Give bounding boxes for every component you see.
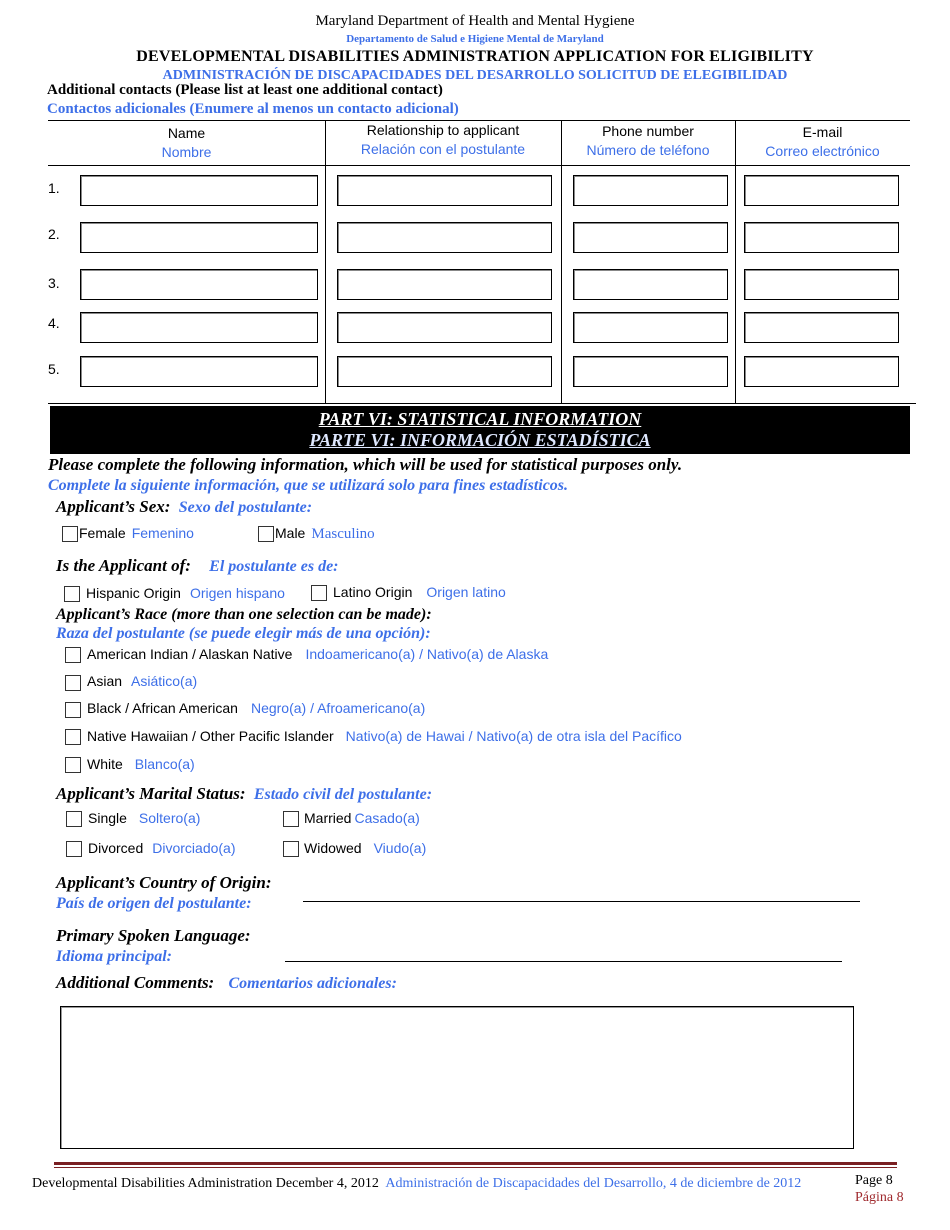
col-label-es: Relación con el postulante [360,141,526,157]
contact-5-relationship-field[interactable] [337,356,552,387]
part6-title-es: PARTE VI: INFORMACIÓN ESTADÍSTICA [309,430,651,450]
col-label: Name [167,125,206,141]
contact-4-phone-field[interactable] [573,312,728,343]
race-label-es: Raza del postulante (se puede elegir más de una opción): [56,625,431,642]
race-pacific-islander-option [87,728,682,744]
contact-2-email-field[interactable] [744,222,899,253]
widowed-checkbox[interactable] [283,841,299,857]
language-label-es: Idioma principal: [56,948,173,965]
language-input-line[interactable] [285,961,842,962]
country-label: Applicant’s Country of Origin: [56,873,272,892]
language-label: Primary Spoken Language: [56,926,251,945]
sex-label-en: Applicant’s Sex: [56,497,171,516]
comments-textarea[interactable] [60,1006,854,1149]
divorced-checkbox[interactable] [66,841,82,857]
footer-text-es: Administración de Discapacidades del Desarrollo, 4 de diciembre de 2012 [385,1176,802,1191]
table-divider [325,120,326,403]
contact-3-relationship-field[interactable] [337,269,552,300]
option-label: Married [304,810,352,826]
race-american-indian-option [87,646,548,662]
form-title-es: ADMINISTRACIÓN DE DISCAPACIDADES DEL DESARROLLO SOLICITUD DE ELEGIBILIDAD [162,68,788,83]
col-header-phone [561,122,735,160]
sex-label [56,497,312,517]
race-pacific-islander-checkbox[interactable] [65,729,81,745]
male-option [275,525,375,543]
comments-label [56,973,397,993]
part6-title: PART VI: STATISTICAL INFORMATION [318,409,642,429]
option-label-es: Soltero(a) [138,810,201,826]
race-black-checkbox[interactable] [65,702,81,718]
footer-rule [54,1162,897,1165]
option-label-es: Origen latino [426,584,506,600]
option-label-es: Casado(a) [354,810,420,826]
col-label-es: Nombre [161,144,212,160]
option-label: Native Hawaiian / Other Pacific Islander [87,728,334,744]
race-black-option [87,700,425,716]
option-label-es: Viudo(a) [373,840,427,856]
option-label: White [87,756,123,772]
col-header-email [735,123,910,161]
contact-5-name-field[interactable] [80,356,318,387]
table-bottom-rule [48,403,916,404]
option-label-es: Masculino [311,526,375,542]
option-label-es: Blanco(a) [134,756,195,772]
contacts-heading: Additional contacts (Please list at least one additional contact) [47,82,443,98]
option-label: American Indian / Alaskan Native [87,646,293,662]
option-label: Hispanic Origin [86,585,181,601]
table-divider [735,120,736,403]
married-checkbox[interactable] [283,811,299,827]
row-number: 5. [48,361,60,377]
row-number: 1. [48,180,60,196]
contact-2-relationship-field[interactable] [337,222,552,253]
origin-label-es: El postulante es de: [209,558,339,575]
table-divider [561,120,562,403]
marital-label-es: Estado civil del postulante: [253,786,433,803]
contact-1-phone-field[interactable] [573,175,728,206]
female-checkbox[interactable] [62,526,78,542]
hispanic-checkbox[interactable] [64,586,80,602]
row-number: 2. [48,226,60,242]
agency-name: Maryland Department of Health and Mental Hygiene [315,13,635,29]
page-number: Page 8 [855,1173,893,1188]
part6-intro: Please complete the following information, which will be used for statistical purposes only. [48,455,683,474]
race-white-option [87,756,195,772]
option-label: Widowed [304,840,362,856]
marital-label-en: Applicant’s Marital Status: [56,784,246,803]
single-checkbox[interactable] [66,811,82,827]
contact-1-name-field[interactable] [80,175,318,206]
form-title: DEVELOPMENTAL DISABILITIES ADMINISTRATION APPLICATION FOR ELIGIBILITY [136,48,814,65]
contact-2-name-field[interactable] [80,222,318,253]
race-white-checkbox[interactable] [65,757,81,773]
option-label: Single [88,810,127,826]
contact-4-relationship-field[interactable] [337,312,552,343]
contact-3-email-field[interactable] [744,269,899,300]
origin-label-en: Is the Applicant of: [56,556,191,575]
country-input-line[interactable] [303,901,860,902]
sex-label-es: Sexo del postulante: [178,499,313,516]
contact-4-name-field[interactable] [80,312,318,343]
hispanic-option [86,585,285,601]
contact-3-phone-field[interactable] [573,269,728,300]
col-header-relationship [325,121,561,159]
part6-intro-es: Complete la siguiente información, que se utilizará solo para fines estadísticos. [48,477,569,494]
col-label: Relationship to applicant [366,122,520,138]
row-number: 3. [48,275,60,291]
option-label-es: Nativo(a) de Hawai / Nativo(a) de otra isla del Pacífico [345,728,682,744]
part6-banner [50,406,910,454]
race-label: Applicant’s Race (more than one selection can be made): [56,606,432,623]
contact-3-name-field[interactable] [80,269,318,300]
option-label: Male [275,525,306,541]
female-option [79,525,194,541]
col-label: E-mail [802,124,843,140]
race-asian-option [87,673,197,689]
option-label-es: Indoamericano(a) / Nativo(a) de Alaska [305,646,549,662]
footer-text-en: Developmental Disabilities Administration December 4, 2012 [32,1176,379,1191]
contact-2-phone-field[interactable] [573,222,728,253]
agency-name-es: Departamento de Salud e Higiene Mental de Maryland [346,33,604,45]
married-option [304,810,420,826]
option-label: Female [79,525,126,541]
col-label: Phone number [602,123,694,139]
country-label-es: País de origen del postulante: [56,895,252,912]
marital-label [56,784,432,804]
contact-5-phone-field[interactable] [573,356,728,387]
col-header-name [48,124,325,162]
option-label-es: Asiático(a) [131,673,198,689]
col-label-es: Número de teléfono [586,142,710,158]
race-american-indian-checkbox[interactable] [65,647,81,663]
race-asian-checkbox[interactable] [65,675,81,691]
single-option [88,810,200,826]
contact-4-email-field[interactable] [744,312,899,343]
origin-label [56,556,339,576]
col-label-es: Correo electrónico [765,143,880,159]
option-label-es: Femenino [131,525,194,541]
option-label: Black / African American [87,700,238,716]
footer-text [32,1176,801,1192]
option-label-es: Divorciado(a) [152,840,236,856]
contact-5-email-field[interactable] [744,356,899,387]
male-checkbox[interactable] [258,526,274,542]
contact-1-relationship-field[interactable] [337,175,552,206]
option-label: Divorced [88,840,144,856]
contact-1-email-field[interactable] [744,175,899,206]
page-number-es: Página 8 [855,1190,904,1205]
widowed-option [304,840,426,856]
option-label: Latino Origin [333,584,413,600]
option-label: Asian [87,673,123,689]
divorced-option [88,840,236,856]
option-label-es: Negro(a) / Afroamericano(a) [250,700,426,716]
contacts-heading-es: Contactos adicionales (Enumere al menos un contacto adicional) [47,101,459,117]
row-number: 4. [48,315,60,331]
option-label-es: Origen hispano [189,585,285,601]
table-header-rule [48,165,910,166]
latino-checkbox[interactable] [311,585,327,601]
latino-option [333,584,506,600]
comments-label-es: Comentarios adicionales: [228,975,397,992]
footer-rule-thin [54,1167,897,1168]
comments-label-en: Additional Comments: [56,973,215,992]
